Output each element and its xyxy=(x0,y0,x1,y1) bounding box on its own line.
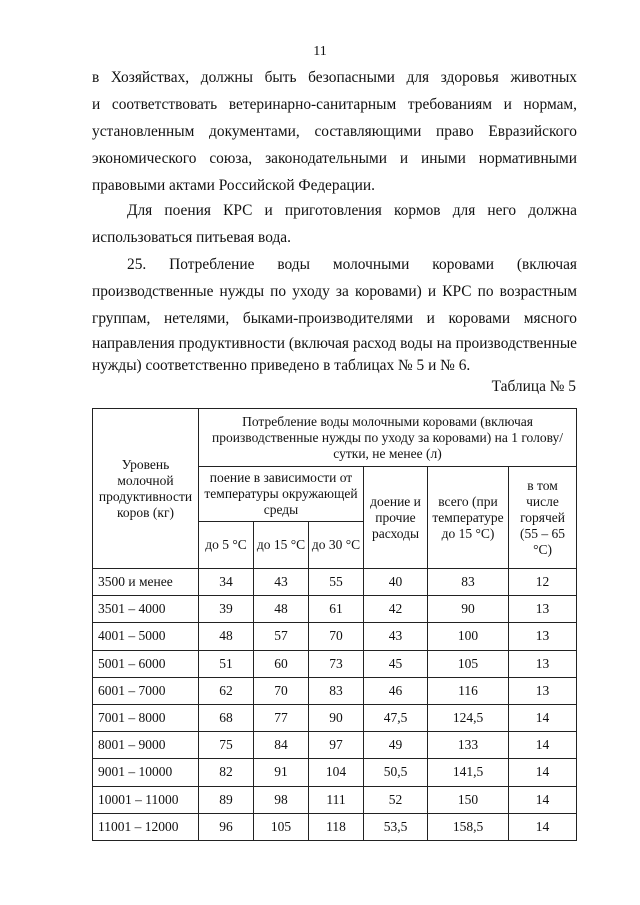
cell-value: 13 xyxy=(509,677,577,704)
cell-value: 46 xyxy=(364,677,428,704)
cell-level: 10001 – 11000 xyxy=(93,786,199,813)
cell-value: 14 xyxy=(509,759,577,786)
cell-value: 105 xyxy=(428,650,509,677)
cell-level: 4001 – 5000 xyxy=(93,623,199,650)
cell-value: 42 xyxy=(364,596,428,623)
cell-value: 68 xyxy=(199,704,254,731)
cell-value: 73 xyxy=(309,650,364,677)
table-row xyxy=(93,813,577,840)
cell-value: 158,5 xyxy=(428,813,509,840)
cell-value: 70 xyxy=(254,677,309,704)
cell-value: 83 xyxy=(309,677,364,704)
cell-value: 55 xyxy=(309,569,364,596)
table-row xyxy=(93,704,577,731)
cell-value: 39 xyxy=(199,596,254,623)
paragraph-line: Для поения КРС и приготовления кормов для него должна xyxy=(127,202,577,219)
paragraph-line: нужды) соответственно приведено в таблицах № 5 и № 6. xyxy=(92,357,471,374)
paragraph-line: использоваться питьевая вода. xyxy=(92,229,291,246)
cell-value: 62 xyxy=(199,677,254,704)
cell-value: 84 xyxy=(254,732,309,759)
cell-level: 3501 – 4000 xyxy=(93,596,199,623)
header-milking-expenses: доение и прочие расходы xyxy=(364,467,428,569)
cell-value: 90 xyxy=(309,704,364,731)
cell-value: 40 xyxy=(364,569,428,596)
cell-value: 133 xyxy=(428,732,509,759)
cell-value: 14 xyxy=(509,732,577,759)
cell-value: 124,5 xyxy=(428,704,509,731)
table-row xyxy=(93,677,577,704)
cell-value: 43 xyxy=(254,569,309,596)
cell-level: 11001 – 12000 xyxy=(93,813,199,840)
paragraph-line: правовыми актами Российской Федерации. xyxy=(92,177,375,194)
cell-level: 7001 – 8000 xyxy=(93,704,199,731)
cell-value: 13 xyxy=(509,596,577,623)
paragraph-line: 25. Потребление воды молочными коровами (включая xyxy=(127,256,577,273)
cell-value: 53,5 xyxy=(364,813,428,840)
cell-level: 5001 – 6000 xyxy=(93,650,199,677)
cell-value: 49 xyxy=(364,732,428,759)
cell-value: 51 xyxy=(199,650,254,677)
paragraph-line: производственные нужды по уходу за коровами) и КРС по возрастным xyxy=(92,283,577,300)
paragraph-line: экономического союза, законодательными и иными нормативными xyxy=(92,150,577,167)
cell-value: 45 xyxy=(364,650,428,677)
cell-value: 60 xyxy=(254,650,309,677)
table-row xyxy=(93,623,577,650)
cell-value: 34 xyxy=(199,569,254,596)
paragraph-line: группам, нетелями, быками-производителями и коровами мясного xyxy=(92,310,577,327)
cell-value: 61 xyxy=(309,596,364,623)
table-caption: Таблица № 5 xyxy=(491,378,576,395)
cell-value: 77 xyxy=(254,704,309,731)
table-row xyxy=(93,759,577,786)
paragraph-line: и соответствовать ветеринарно-санитарным требованиям и нормам, xyxy=(92,96,577,113)
cell-level: 8001 – 9000 xyxy=(93,732,199,759)
cell-value: 57 xyxy=(254,623,309,650)
page-number: 11 xyxy=(313,44,327,59)
header-total: всего (при температуре до 15 °С) xyxy=(428,467,509,569)
table-row xyxy=(93,596,577,623)
cell-value: 98 xyxy=(254,786,309,813)
cell-value: 89 xyxy=(199,786,254,813)
cell-value: 111 xyxy=(309,786,364,813)
cell-value: 91 xyxy=(254,759,309,786)
cell-value: 14 xyxy=(509,813,577,840)
header-drinking: поение в зависимости от температуры окружающей среды xyxy=(199,467,364,522)
paragraph-line: установленным документами, составляющими право Евразийского xyxy=(92,123,577,140)
header-temp-5: до 5 °С xyxy=(199,522,254,569)
cell-value: 50,5 xyxy=(364,759,428,786)
cell-value: 43 xyxy=(364,623,428,650)
cell-value: 96 xyxy=(199,813,254,840)
cell-value: 14 xyxy=(509,704,577,731)
cell-value: 47,5 xyxy=(364,704,428,731)
cell-value: 116 xyxy=(428,677,509,704)
cell-value: 13 xyxy=(509,650,577,677)
water-consumption-table xyxy=(92,408,577,841)
paragraph-line: направления продуктивности (включая расход воды на производственные xyxy=(92,335,577,352)
cell-value: 52 xyxy=(364,786,428,813)
cell-value: 97 xyxy=(309,732,364,759)
cell-value: 118 xyxy=(309,813,364,840)
cell-value: 82 xyxy=(199,759,254,786)
cell-value: 70 xyxy=(309,623,364,650)
cell-value: 75 xyxy=(199,732,254,759)
table-row xyxy=(93,650,577,677)
cell-level: 6001 – 7000 xyxy=(93,677,199,704)
cell-value: 83 xyxy=(428,569,509,596)
cell-value: 14 xyxy=(509,786,577,813)
header-water-consumption: Потребление воды молочными коровами (включая производственные нужды по уходу за коровами) на 1 голову/сутки, не менее (л) xyxy=(199,409,577,467)
cell-level: 9001 – 10000 xyxy=(93,759,199,786)
cell-level: 3500 и менее xyxy=(93,569,199,596)
cell-value: 105 xyxy=(254,813,309,840)
table-row xyxy=(93,569,577,596)
cell-value: 12 xyxy=(509,569,577,596)
cell-value: 90 xyxy=(428,596,509,623)
header-temp-15: до 15 °С xyxy=(254,522,309,569)
cell-value: 141,5 xyxy=(428,759,509,786)
paragraph-line: в Хозяйствах, должны быть безопасными для здоровья животных xyxy=(92,69,577,86)
cell-value: 100 xyxy=(428,623,509,650)
table-row xyxy=(93,732,577,759)
cell-value: 48 xyxy=(254,596,309,623)
cell-value: 150 xyxy=(428,786,509,813)
table-row xyxy=(93,786,577,813)
cell-value: 104 xyxy=(309,759,364,786)
cell-value: 48 xyxy=(199,623,254,650)
header-temp-30: до 30 °С xyxy=(309,522,364,569)
header-productivity-level: Уровень молочной продуктивности коров (кг) xyxy=(93,409,199,569)
cell-value: 13 xyxy=(509,623,577,650)
header-hot-water: в том числе горячей (55 – 65 °С) xyxy=(509,467,577,569)
